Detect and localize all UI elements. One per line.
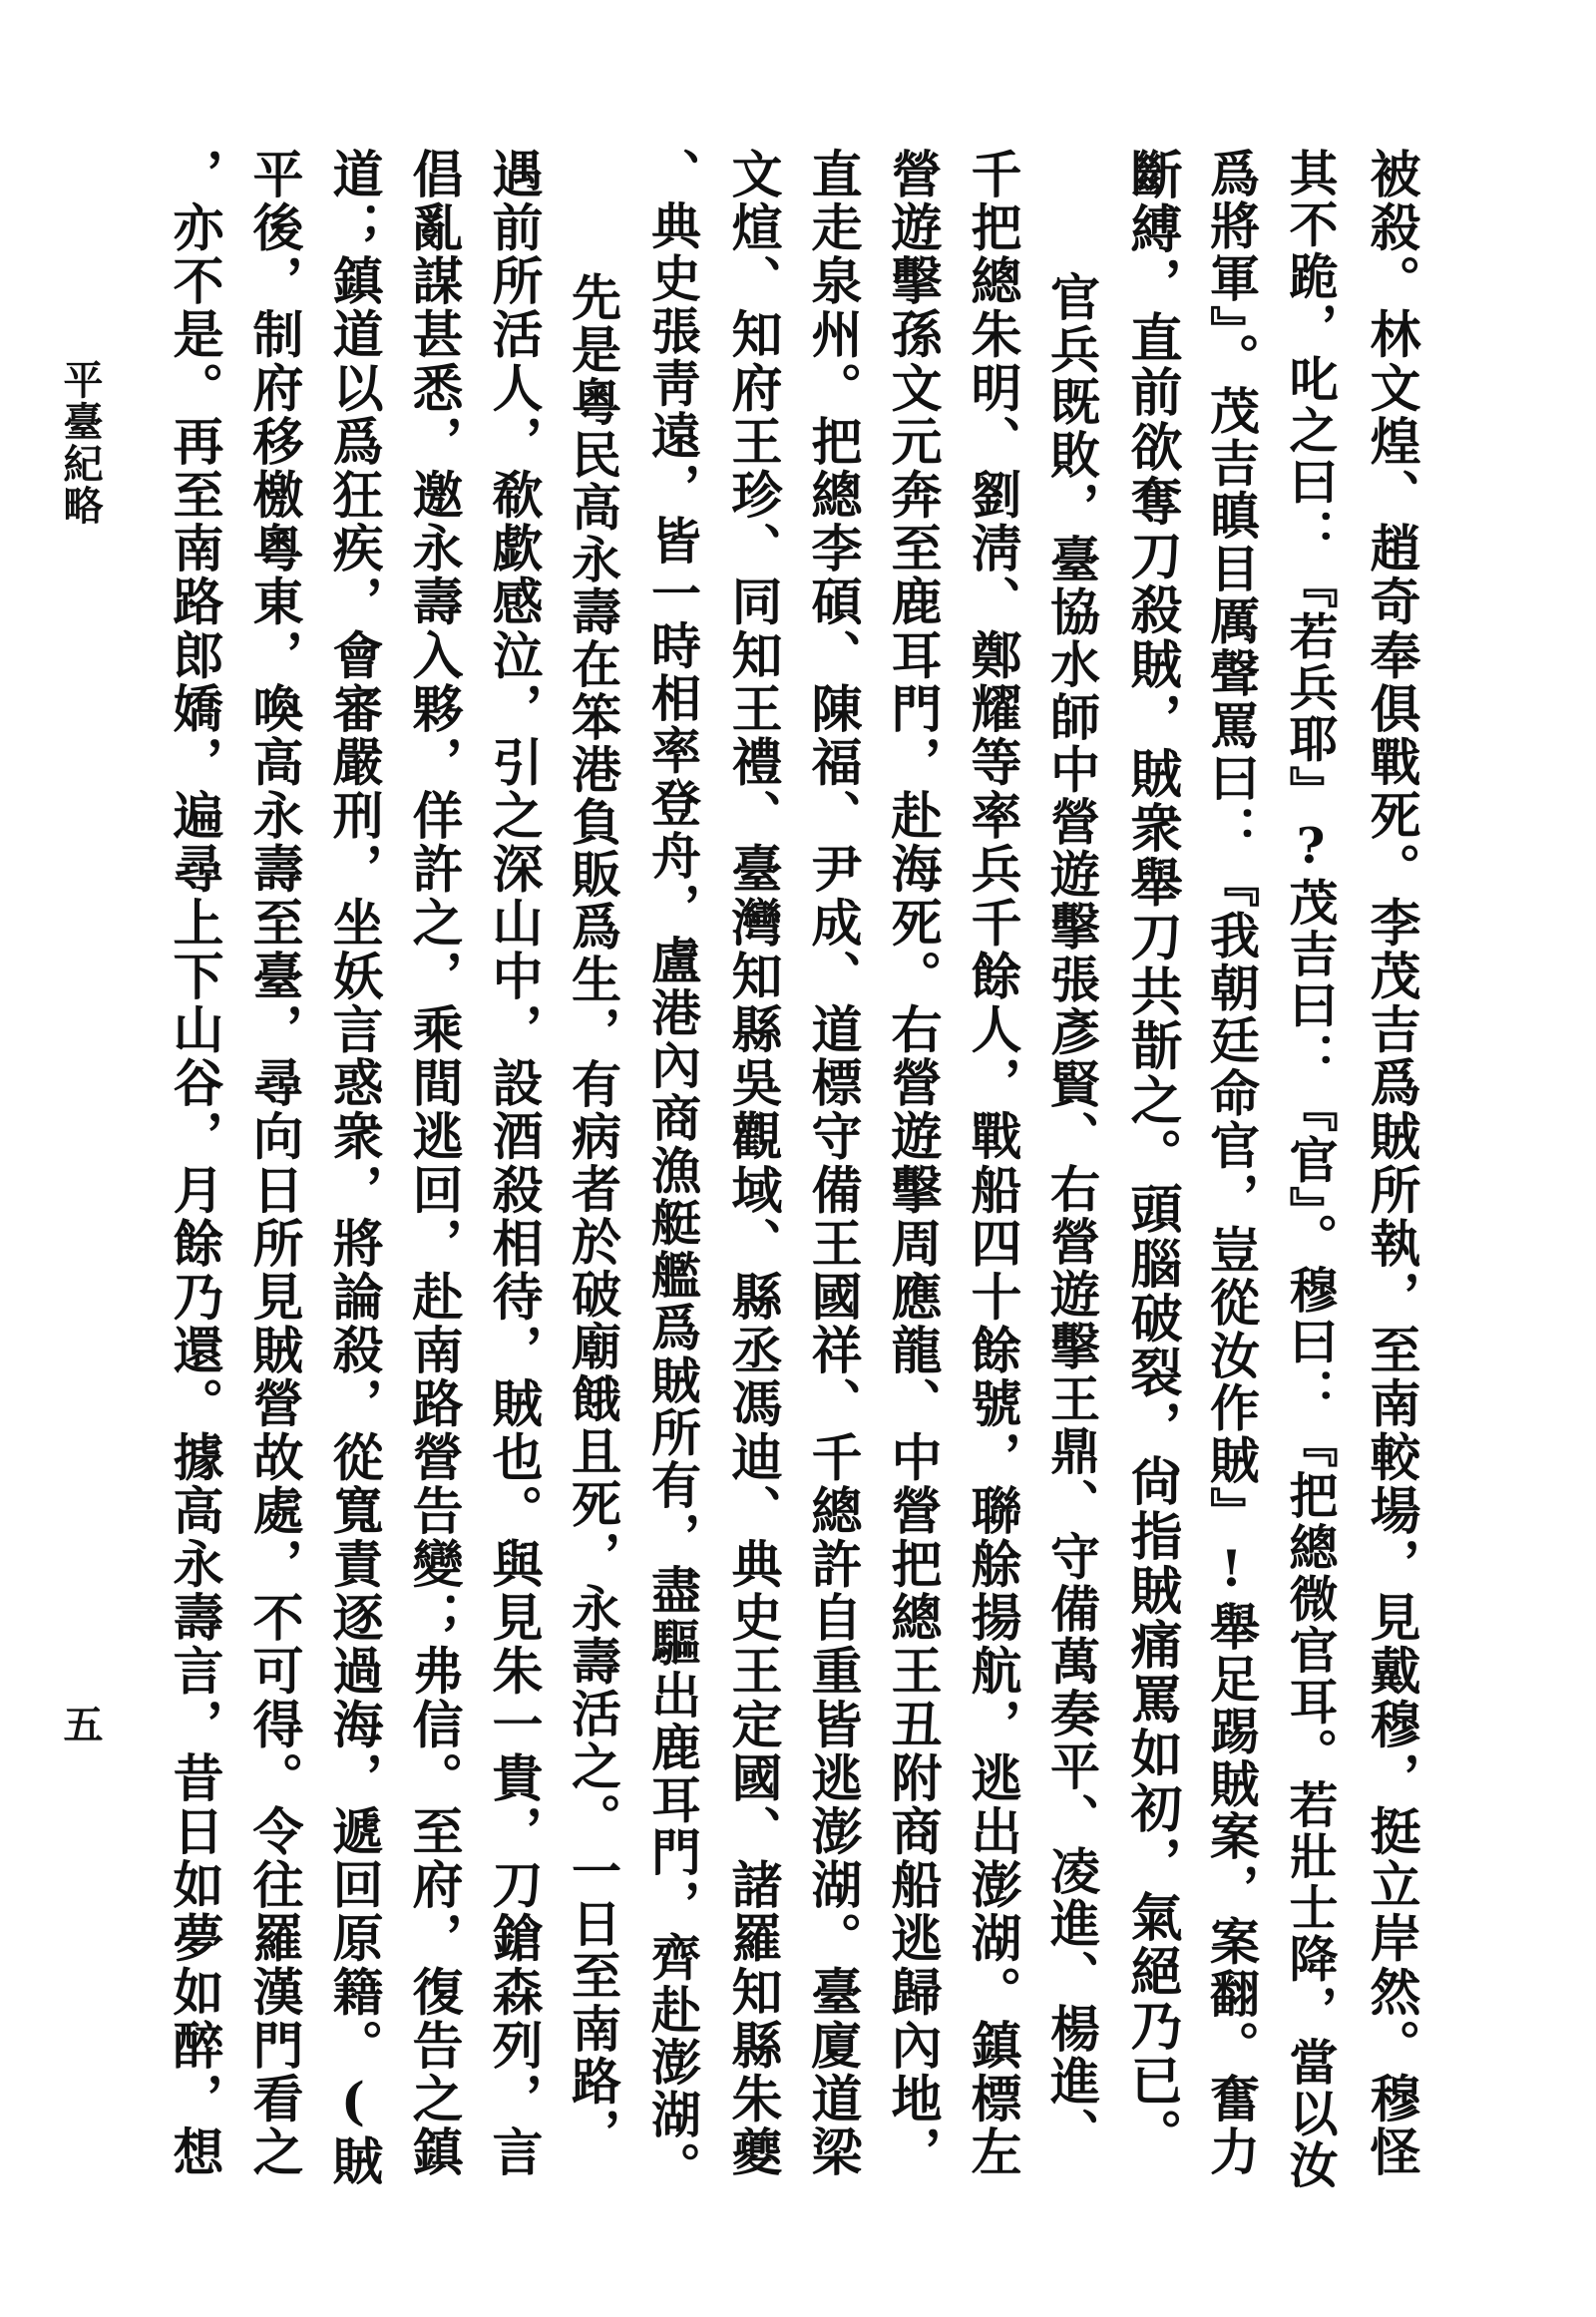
text-column-2: 其不跪，叱之曰：『若兵耶』?茂吉曰：『官』。穆曰：『把總微官耳。若壯士降，當以汝 <box>1282 148 1340 2191</box>
text-column-14: 道；鎮道以爲狂疾，會審嚴刑，坐妖言惑衆，將論殺，從寬責逐過海，遞回原籍。(賊 <box>323 148 383 2188</box>
text-column-1: 被殺。林文煌、趙奇奉俱戰死。李茂吉爲賊所執，至南較場，見戴穆，挺立岸然。穆怪 <box>1361 148 1420 2179</box>
running-title: 平臺紀略 <box>57 359 104 527</box>
text-column-15: 平後，制府移檄粵東，喚高永壽至臺，尋向日所見賊營故處，不可得。令往羅漢門看之 <box>243 148 303 2179</box>
text-column-10: 、典史張靑遠，皆一時相率登舟，盧港內商漁艇艦爲賊所有，盡驅出鹿耳門，齊赴澎湖。 <box>643 148 702 2194</box>
text-column-12: 遇前所活人，欷歔感泣，引之深山中，設酒殺相待，賊也。與見朱一貴，刀鎗森列，言 <box>483 148 543 2179</box>
text-column-3: 爲將軍』。茂吉瞋目厲聲罵曰：『我朝廷命官，豈從汝作賊』!舉足踢賊案，案翻。奮力 <box>1202 148 1261 2178</box>
text-column-4: 斷縛，直前欲奪刀殺賊，賊衆舉刀共斮之。頭腦破裂，尙指賊痛罵如初，氣絕乃已。 <box>1121 148 1182 2163</box>
text-column-8: 直走泉州。把總李碩、陳福、尹成、道標守備王國祥、千總許自重皆逃澎湖。臺廈道梁 <box>802 148 862 2179</box>
page-number: 五 <box>57 1704 104 1743</box>
text-column-16: ，亦不是。再至南路郎嬌，遍尋上下山谷，月餘乃還。據高永壽言，昔日如夢如醉，想 <box>164 148 223 2179</box>
text-column-11: 先是粵民高永壽在笨港負販爲生，有病者於破廟餓且死，永壽活之。一日至南路， <box>564 271 622 2160</box>
text-column-6: 千把總朱明、劉淸、鄭耀等率兵千餘人，戰船四十餘號，聯艅揚航，逃出澎湖。鎮標左 <box>962 148 1021 2179</box>
text-column-5: 官兵既敗，臺協水師中營遊擊張彥賢、右營遊擊王鼎、守備萬奏平、凌進、楊進、 <box>1042 271 1101 2160</box>
text-column-7: 營遊擊孫文元奔至鹿耳門，赴海死。右營遊擊周應龍、中營把總王丑附商船逃歸內地， <box>882 148 942 2179</box>
text-column-9: 文煊、知府王珍、同知王禮、臺灣知縣吳觀域、縣丞馮迪、典史王定國、諸羅知縣朱夔 <box>722 148 782 2179</box>
text-column-13: 倡亂謀甚悉，邀永壽入夥，佯許之，乘間逃回，赴南路營告變；弗信。至府，復告之鎮 <box>403 148 463 2179</box>
